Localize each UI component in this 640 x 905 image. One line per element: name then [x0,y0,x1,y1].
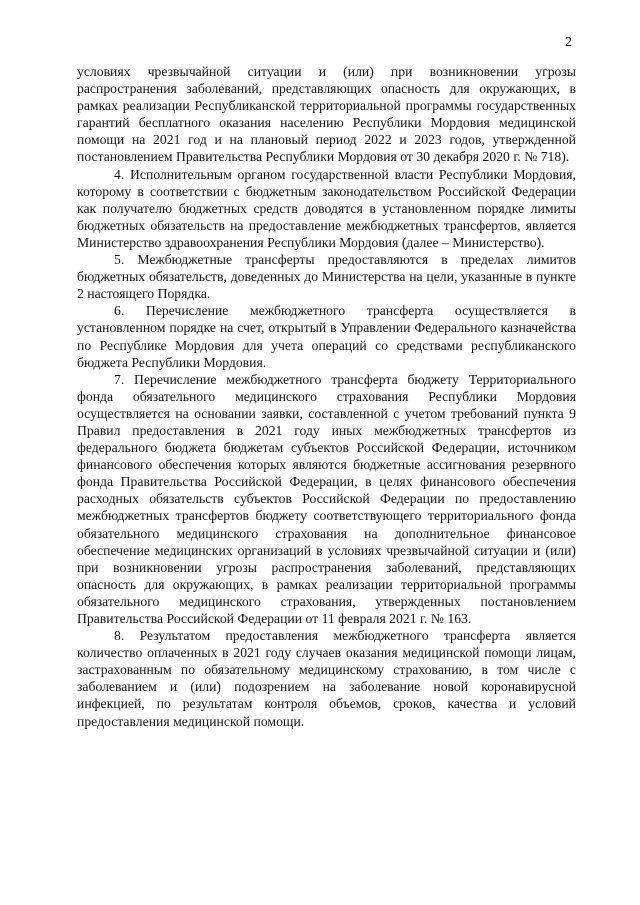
document-body [77,63,576,730]
paragraph-item-5: 5. Межбюджетные трансферты предоставляются в пределах лимитов бюджетных обязательств, доведенных до Министерства на цели, указанные в пункте 2 настоящего Порядка. [77,252,576,302]
paragraph-item-4: 4. Исполнительным органом государственной власти Республики Мордовия, которому в соответствии с бюджетным законодательством Российской Федерации как получателю бюджетных средств доводятся в установленном порядке лимиты бюджетных обязательств на предоставление межбюджетных трансфертов, является Министерство здравоохранения Республики Мордовия (далее – Министерство). [77,166,576,250]
page-number: 2 [565,35,572,50]
paragraph-item-7: 7. Перечисление межбюджетного трансферта бюджету Территориального фонда обязательного медицинского страхования Республики Мордовия осуществляется на основании заявки, составленной с учетом требований пункта 9 Правил предоставления в 2021 году иных межбюджетных трансфертов из федерального бюджета бюджетам субъектов Российской Федерации, источником финансового обеспечения которых являются бюджетные ассигнования резервного фонда Правительства Российской Федерации, в целях финансового обеспечения расходных обязательств субъектов Российской Федерации по предоставлению межбюджетных трансфертов бюджету соответствующего территориального фонда обязательного медицинского страхования на дополнительное финансовое обеспечение медицинских организаций в условиях чрезвычайной ситуации и (или) при возникновении угрозы распространения заболеваний, представляющих опасность для окружающих, в рамках реализации территориальной программы обязательного медицинского страхования, утвержденных постановлением Правительства Российской Федерации от 11 февраля 2021 г. № 163. [77,371,576,626]
paragraph-continuation: условиях чрезвычайной ситуации и (или) при возникновении угрозы распространения заболеваний, представляющих опасность для окружающих, в рамках реализации Республиканской территориальной программы государственных гарантий бесплатного оказания населению Республики Мордовия медицинской помощи на 2021 год и на плановый период 2022 и 2023 годов, утвержденной постановлением Правительства Республики Мордовия от 30 декабря 2020 г. № 718). [77,64,576,165]
paragraph-item-6: 6. Перечисление межбюджетного трансферта осуществляется в установленном порядке на счет, открытый в Управлении Федерального казначейства по Республике Мордовия для учета операций со средствами республиканского бюджета Республики Мордовия. [77,303,576,370]
paragraph-item-8: 8. Результатом предоставления межбюджетного трансферта является количество оплаченных в 2021 году случаев оказания медицинской помощи лицам, застрахованным по обязательному медицинскому страхованию, в том числе с заболеванием и (или) подозрением на заболевание новой коронавирусной инфекцией, по результатам контроля объемов, сроков, качества и условий предоставления медицинской помощи. [77,628,576,729]
